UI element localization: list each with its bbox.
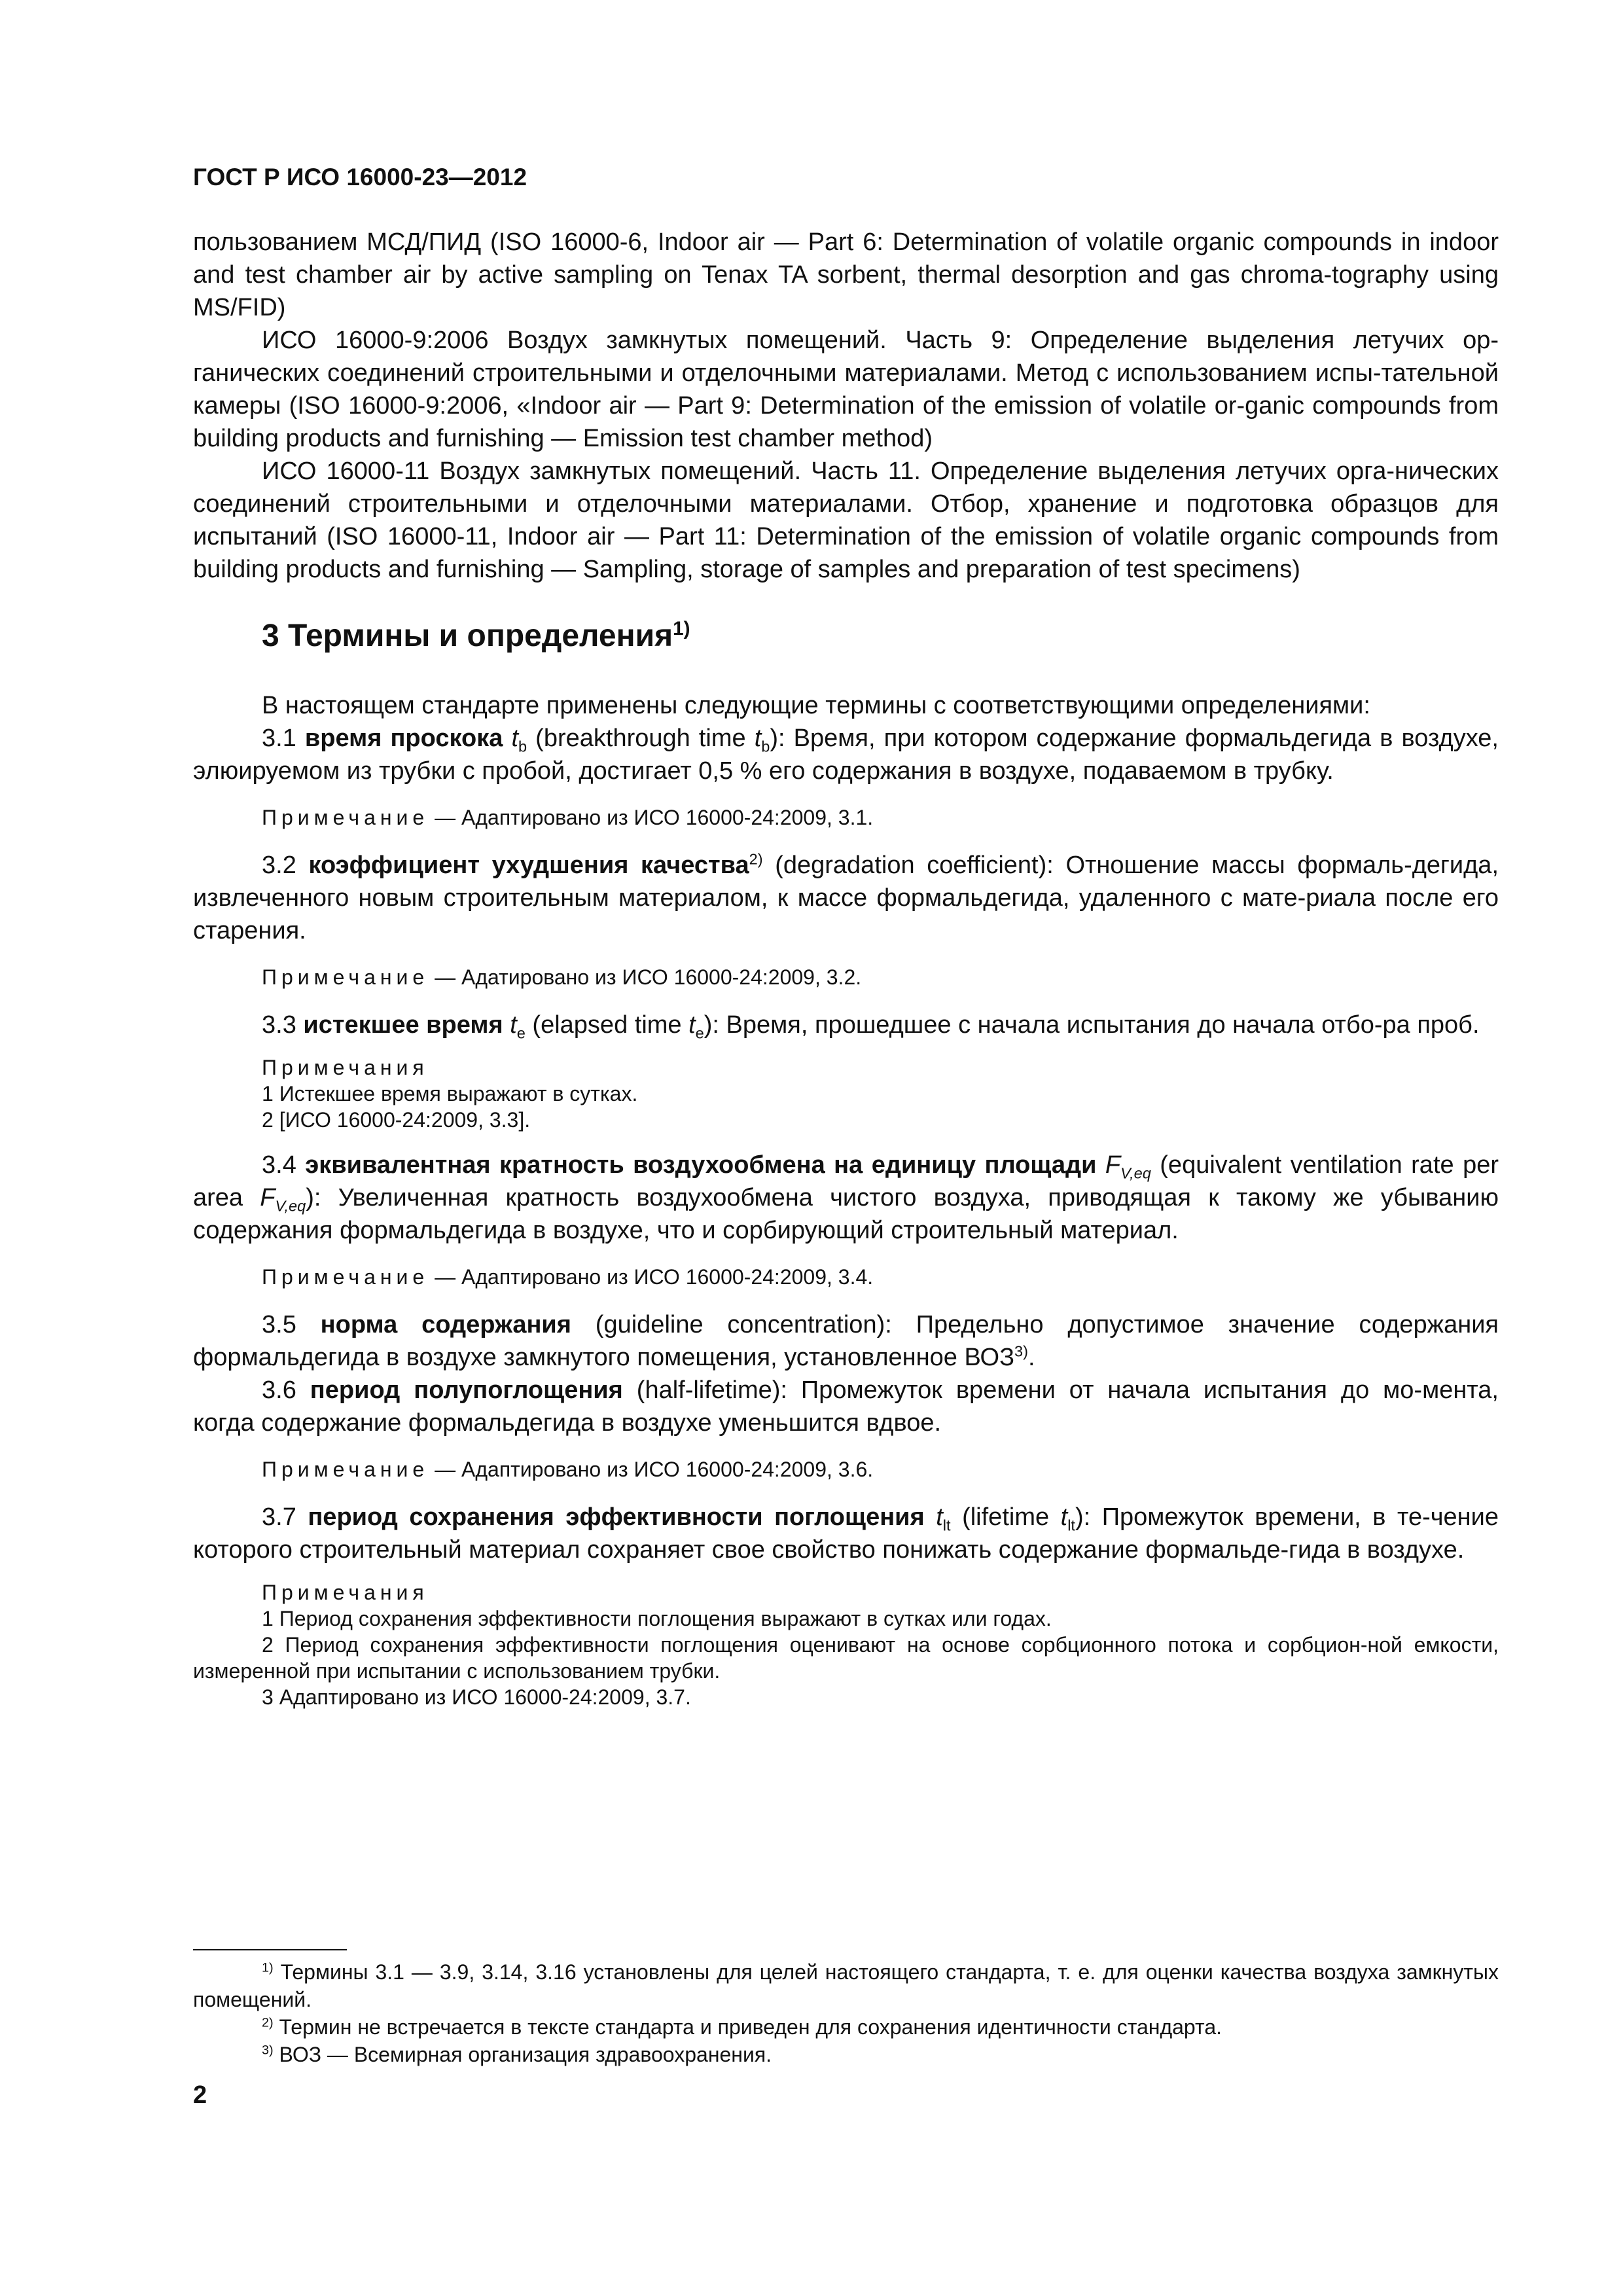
term-name: период сохранения эффективности поглощения bbox=[308, 1503, 936, 1531]
document-header: ГОСТ Р ИСО 16000-23—2012 bbox=[193, 164, 527, 190]
footnote-1: $^{1)}$ Термины 3.1 — 3.9, 3.14, 3.16 установлены для целей настоящего стандарта, т. е. для оценки качества воздуха замкнутых помещений. bbox=[193, 1960, 1499, 2011]
lead-paragraph: В настоящем стандарте применены следующие термины с соответствующими определениями: bbox=[262, 692, 1370, 719]
section-heading bbox=[262, 620, 1499, 653]
term-3-5: 3.5 норма содержания (guideline concentration): Предельно допустимое значение содержания формальдегида в воздухе замкнутого помещения, установленное ВОЗ$^{3)}$. bbox=[193, 1311, 1499, 1371]
term-name: норма содержания bbox=[320, 1311, 571, 1338]
term-3-2: 3.2 коэффициент ухудшения качества$^{2)}$ (degradation coefficient): Отношение массы формаль-дегида, извлеченного новым строительным материалом, к массе формальдегида, удаленного с мате-риала после его старения. bbox=[193, 850, 1499, 944]
document-body bbox=[193, 226, 1499, 1726]
notes-3-3: Примечания 1 Истекшее время выражают в сутках. 2 [ИСО 16000-24:2009, 3.3]. bbox=[262, 1056, 638, 1132]
note-3-2: Примечание — Адатировано из ИСО 16000-24:2009, 3.2. bbox=[262, 965, 862, 989]
note-3-6: Примечание — Адаптировано из ИСО 16000-24:2009, 3.6. bbox=[262, 1458, 874, 1481]
footnote-ref-2: 2) bbox=[749, 850, 763, 868]
reference-iso-16000-9: ИСО 16000-9:2006 Воздух замкнутых помещений. Часть 9: Определение выделения летучих ор-ганических соединений строительными и отделочными материалами. Метод с использованием испы-тательной камеры (ISO 16000-9:2006, «Indoor air — Part 9: Determination of the emission of volatile or-ganic compounds from building products and furnishing — Emission test chamber method) bbox=[193, 327, 1499, 452]
term-name: коэффициент ухудшения качества bbox=[308, 852, 749, 879]
term-3-3: 3.3 истекшее время $t_e$ (elapsed time $t_e$): Время, прошедшее с начала испытания до начала отбо-ра проб. bbox=[262, 1011, 1480, 1042]
footnote-2: $^{2)}$ Термин не встречается в тексте стандарта и приведен для сохранения идентичности стандарта. bbox=[262, 2015, 1222, 2039]
term-name: время проскока bbox=[304, 725, 512, 752]
term-name: период полупоглощения bbox=[310, 1376, 623, 1404]
document-page bbox=[193, 0, 1499, 2296]
note-3-1: Примечание — Адаптировано из ИСО 16000-24:2009, 3.1. bbox=[262, 806, 874, 829]
footnote-separator bbox=[193, 1949, 347, 1950]
footnotes bbox=[193, 1958, 1499, 2068]
term-3-7: 3.7 период сохранения эффективности поглощения $t_{lt}$ (lifetime $t_{lt}$): Промежуток времени, в те-чение которого строительный материал сохраняет свое свойство понижать содержание формальде-гида в воздухе. bbox=[193, 1503, 1499, 1564]
section-title: 3 Термины и определения bbox=[262, 619, 673, 653]
term-name: истекшее время bbox=[303, 1011, 510, 1039]
term-name: эквивалентная кратность воздухообмена на единицу площади bbox=[305, 1151, 1105, 1179]
term-3-1: 3.1 время проскока $t_b$ (breakthrough time $t_b$): Время, при котором содержание формальдегида в воздухе, элюируемом из трубки с пробой, достигает 0,5 % его содержания в воздухе, подаваемом в трубку. bbox=[193, 725, 1499, 785]
intro-paragraph: пользованием МСД/ПИД (ISO 16000-6, Indoor air — Part 6: Determination of volatile organic compounds in indoor and test chamber air by active sampling on Tenax TA sorbent, thermal desorption and gas chroma-tography using MS/FID) bbox=[193, 228, 1499, 321]
notes-3-7: Примечания 1 Период сохранения эффективности поглощения выражают в сутках или годах. 2 Период сохранения эффективности поглощения оценивают на основе сорбционного потока и сорбцион-ной емкости, измеренной при испытании с использованием трубки. 3 Адаптировано из ИСО 16000-24:2009, 3.7. bbox=[193, 1581, 1499, 1709]
term-3-6: 3.6 период полупоглощения (half-lifetime): Промежуток времени от начала испытания до мо-мента, когда содержание формальдегида в воздухе уменьшится вдвое. bbox=[193, 1376, 1499, 1437]
page-number: 2 bbox=[193, 2081, 207, 2109]
reference-iso-16000-11: ИСО 16000-11 Воздух замкнутых помещений. Часть 11. Определение выделения летучих орга-нических соединений строительными и отделочными материалами. Отбор, хранение и подготовка образцов для испытаний (ISO 16000-11, Indoor air — Part 11: Determination of the emission of volatile organic compounds from building products and furnishing — Sampling, storage of samples and preparation of test specimens) bbox=[193, 457, 1499, 583]
footnote-3: $^{3)}$ ВОЗ — Всемирная организация здравоохранения. bbox=[262, 2043, 772, 2066]
term-3-4: 3.4 эквивалентная кратность воздухообмена на единицу площади $F_{V,eq}$ (equivalent ventilation rate per area $F_{V,eq}$): Увеличенная кратность воздухообмена чистого воздуха, приводящая к такому же убыванию содержания формальдегида в воздухе, что и сорбирующий строительный материал. bbox=[193, 1151, 1499, 1244]
footnote-ref-3: 3) bbox=[1014, 1342, 1028, 1360]
note-3-4: Примечание — Адаптировано из ИСО 16000-24:2009, 3.4. bbox=[262, 1265, 874, 1289]
footnote-ref-1: 1) bbox=[673, 618, 690, 639]
